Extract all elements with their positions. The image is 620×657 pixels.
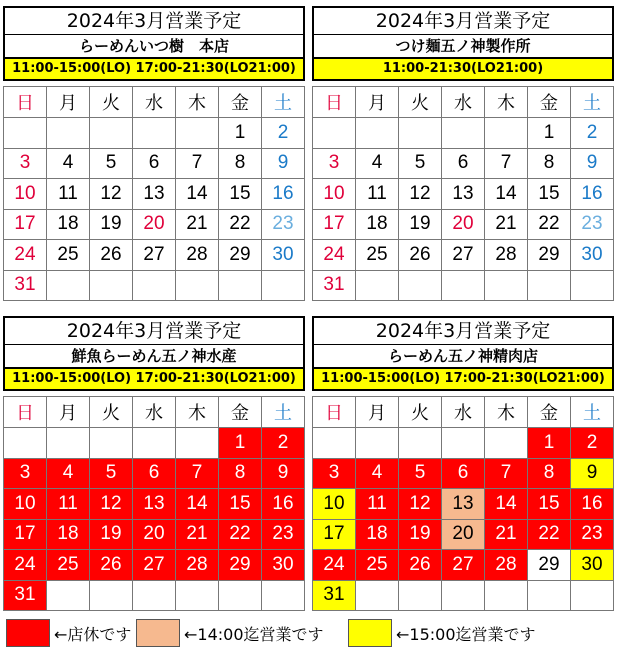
empty-cell [262, 270, 305, 301]
empty-cell [90, 428, 133, 459]
weekday-header-row [313, 397, 614, 428]
empty-cell [219, 270, 262, 301]
day-cell: 21 [485, 519, 528, 550]
day-cell: 19 [399, 519, 442, 550]
day-cell: 18 [47, 519, 90, 550]
day-cell: 10 [4, 489, 47, 520]
weekday-label: 火 [399, 87, 442, 118]
week-row [313, 240, 614, 271]
day-cell: 30 [571, 240, 614, 271]
day-cell: 21 [176, 519, 219, 550]
day-cell: 22 [219, 519, 262, 550]
day-cell: 25 [356, 240, 399, 271]
day-cell: 21 [176, 209, 219, 240]
weekday-label: 日 [4, 87, 47, 118]
day-cell: 10 [313, 489, 356, 520]
weekday-label: 月 [47, 397, 90, 428]
empty-cell [133, 580, 176, 611]
day-cell: 29 [528, 240, 571, 271]
week-row [4, 580, 305, 611]
day-cell: 4 [47, 148, 90, 179]
empty-cell [399, 580, 442, 611]
week-row [313, 148, 614, 179]
calendar-title: 2024年3月営業予定 [314, 318, 612, 345]
week-row [313, 550, 614, 581]
day-cell: 4 [356, 148, 399, 179]
weekday-label: 土 [262, 397, 305, 428]
week-row [4, 519, 305, 550]
day-cell: 11 [47, 179, 90, 210]
weekday-label: 木 [485, 397, 528, 428]
empty-cell [485, 118, 528, 149]
day-cell: 2 [571, 118, 614, 149]
day-cell: 4 [356, 458, 399, 489]
weekday-label: 月 [356, 397, 399, 428]
legend-swatch-closed [6, 619, 50, 647]
weekday-label: 木 [485, 87, 528, 118]
weekday-label: 金 [528, 87, 571, 118]
day-cell: 26 [399, 550, 442, 581]
day-cell: 29 [219, 550, 262, 581]
week-row [313, 209, 614, 240]
day-cell: 6 [133, 458, 176, 489]
day-cell: 16 [571, 179, 614, 210]
day-cell: 22 [528, 519, 571, 550]
legend-until14 [136, 618, 324, 648]
legend-label: ←店休です [54, 624, 132, 644]
day-cell: 11 [356, 179, 399, 210]
day-cell: 3 [313, 458, 356, 489]
legend-swatch-until15 [348, 619, 392, 647]
day-cell: 12 [90, 179, 133, 210]
day-cell: 17 [4, 209, 47, 240]
day-cell: 26 [90, 550, 133, 581]
empty-cell [90, 270, 133, 301]
day-cell: 8 [528, 458, 571, 489]
week-row [313, 270, 614, 301]
weekday-label: 日 [313, 87, 356, 118]
weekday-label: 日 [4, 397, 47, 428]
week-row [4, 489, 305, 520]
week-row [4, 270, 305, 301]
empty-cell [571, 580, 614, 611]
day-cell: 24 [4, 550, 47, 581]
business-hours: 11:00-15:00(LO) 17:00-21:30(LO21:00) [5, 369, 303, 389]
calendar-title: 2024年3月営業予定 [5, 318, 303, 345]
day-cell: 15 [528, 489, 571, 520]
weekday-label: 木 [176, 397, 219, 428]
day-cell: 20 [442, 519, 485, 550]
empty-cell [399, 270, 442, 301]
empty-cell [528, 580, 571, 611]
weekday-label: 土 [571, 87, 614, 118]
day-cell: 12 [399, 489, 442, 520]
week-row [313, 458, 614, 489]
weekday-label: 金 [219, 397, 262, 428]
weekday-label: 水 [442, 87, 485, 118]
calendar-header [312, 6, 614, 81]
month-grid [312, 396, 614, 611]
weekday-label: 水 [442, 397, 485, 428]
week-row [313, 179, 614, 210]
week-row [313, 580, 614, 611]
week-row [313, 519, 614, 550]
day-cell: 2 [262, 428, 305, 459]
day-cell: 6 [442, 458, 485, 489]
week-row [4, 118, 305, 149]
day-cell: 6 [133, 148, 176, 179]
day-cell: 3 [4, 458, 47, 489]
day-cell: 2 [262, 118, 305, 149]
day-cell: 22 [528, 209, 571, 240]
day-cell: 24 [313, 550, 356, 581]
empty-cell [133, 428, 176, 459]
day-cell: 27 [442, 550, 485, 581]
day-cell: 14 [176, 489, 219, 520]
weekday-label: 火 [399, 397, 442, 428]
day-cell: 21 [485, 209, 528, 240]
day-cell: 19 [90, 209, 133, 240]
day-cell: 30 [262, 240, 305, 271]
day-cell: 4 [47, 458, 90, 489]
weekday-label: 日 [313, 397, 356, 428]
shop-name: らーめんいつ樹 本店 [5, 35, 303, 59]
day-cell: 13 [133, 179, 176, 210]
day-cell: 18 [47, 209, 90, 240]
day-cell: 9 [571, 458, 614, 489]
weekday-label: 土 [571, 397, 614, 428]
day-cell: 8 [528, 148, 571, 179]
day-cell: 28 [485, 240, 528, 271]
day-cell: 29 [219, 240, 262, 271]
empty-cell [219, 580, 262, 611]
day-cell: 2 [571, 428, 614, 459]
empty-cell [399, 118, 442, 149]
day-cell: 15 [219, 489, 262, 520]
day-cell: 23 [262, 209, 305, 240]
empty-cell [528, 270, 571, 301]
empty-cell [133, 270, 176, 301]
empty-cell [47, 428, 90, 459]
weekday-label: 火 [90, 87, 133, 118]
day-cell: 31 [313, 580, 356, 611]
shop-name: らーめん五ノ神精肉店 [314, 345, 612, 369]
empty-cell [47, 270, 90, 301]
day-cell: 20 [442, 209, 485, 240]
month-grid [312, 86, 614, 301]
day-cell: 5 [90, 458, 133, 489]
day-cell: 16 [571, 489, 614, 520]
week-row [4, 550, 305, 581]
day-cell: 5 [399, 148, 442, 179]
day-cell: 14 [485, 489, 528, 520]
day-cell: 29 [528, 550, 571, 581]
day-cell: 7 [485, 458, 528, 489]
empty-cell [485, 428, 528, 459]
calendar-suisan [3, 316, 305, 606]
day-cell: 20 [133, 519, 176, 550]
day-cell: 1 [528, 428, 571, 459]
empty-cell [47, 118, 90, 149]
day-cell: 6 [442, 148, 485, 179]
empty-cell [176, 428, 219, 459]
day-cell: 12 [399, 179, 442, 210]
day-cell: 26 [90, 240, 133, 271]
day-cell: 20 [133, 209, 176, 240]
day-cell: 15 [219, 179, 262, 210]
day-cell: 8 [219, 148, 262, 179]
empty-cell [485, 270, 528, 301]
day-cell: 16 [262, 489, 305, 520]
shop-name: つけ麺五ノ神製作所 [314, 35, 612, 59]
empty-cell [47, 580, 90, 611]
week-row [4, 428, 305, 459]
day-cell: 17 [4, 519, 47, 550]
empty-cell [313, 428, 356, 459]
empty-cell [133, 118, 176, 149]
empty-cell [262, 580, 305, 611]
calendar-seisakusho [312, 6, 614, 296]
week-row [4, 179, 305, 210]
weekday-label: 木 [176, 87, 219, 118]
day-cell: 13 [442, 489, 485, 520]
empty-cell [176, 270, 219, 301]
day-cell: 1 [219, 428, 262, 459]
empty-cell [4, 428, 47, 459]
weekday-header-row [4, 87, 305, 118]
weekday-label: 月 [356, 87, 399, 118]
day-cell: 31 [4, 580, 47, 611]
empty-cell [356, 580, 399, 611]
day-cell: 25 [47, 240, 90, 271]
day-cell: 22 [219, 209, 262, 240]
calendar-title: 2024年3月営業予定 [314, 8, 612, 35]
shop-name: 鮮魚らーめん五ノ神水産 [5, 345, 303, 369]
empty-cell [313, 118, 356, 149]
day-cell: 5 [399, 458, 442, 489]
day-cell: 28 [176, 240, 219, 271]
empty-cell [90, 118, 133, 149]
calendar-seinikuten [312, 316, 614, 606]
day-cell: 16 [262, 179, 305, 210]
legend-closed [6, 618, 131, 648]
calendar-honten [3, 6, 305, 296]
day-cell: 9 [571, 148, 614, 179]
day-cell: 11 [47, 489, 90, 520]
day-cell: 13 [442, 179, 485, 210]
week-row [4, 458, 305, 489]
legend-label: ←14:00迄営業です [184, 624, 324, 644]
day-cell: 1 [528, 118, 571, 149]
weekday-label: 水 [133, 87, 176, 118]
day-cell: 10 [313, 179, 356, 210]
weekday-label: 月 [47, 87, 90, 118]
empty-cell [442, 428, 485, 459]
day-cell: 9 [262, 458, 305, 489]
weekday-label: 金 [528, 397, 571, 428]
day-cell: 9 [262, 148, 305, 179]
day-cell: 24 [313, 240, 356, 271]
day-cell: 17 [313, 519, 356, 550]
day-cell: 10 [4, 179, 47, 210]
week-row [313, 489, 614, 520]
business-hours: 11:00-21:30(LO21:00) [314, 59, 612, 79]
day-cell: 14 [176, 179, 219, 210]
day-cell: 28 [485, 550, 528, 581]
calendar-header [3, 316, 305, 391]
day-cell: 8 [219, 458, 262, 489]
day-cell: 19 [90, 519, 133, 550]
calendar-title: 2024年3月営業予定 [5, 8, 303, 35]
empty-cell [442, 580, 485, 611]
day-cell: 23 [262, 519, 305, 550]
weekday-label: 水 [133, 397, 176, 428]
empty-cell [356, 118, 399, 149]
week-row [4, 209, 305, 240]
weekday-header-row [4, 397, 305, 428]
empty-cell [485, 580, 528, 611]
business-hours: 11:00-15:00(LO) 17:00-21:30(LO21:00) [5, 59, 303, 79]
empty-cell [176, 118, 219, 149]
weekday-label: 火 [90, 397, 133, 428]
day-cell: 27 [133, 240, 176, 271]
month-grid [3, 396, 305, 611]
legend-swatch-until14 [136, 619, 180, 647]
day-cell: 15 [528, 179, 571, 210]
day-cell: 13 [133, 489, 176, 520]
day-cell: 30 [262, 550, 305, 581]
legend-until15 [348, 618, 536, 648]
week-row [313, 428, 614, 459]
empty-cell [356, 270, 399, 301]
day-cell: 3 [4, 148, 47, 179]
day-cell: 30 [571, 550, 614, 581]
day-cell: 17 [313, 209, 356, 240]
day-cell: 18 [356, 209, 399, 240]
empty-cell [90, 580, 133, 611]
business-hours: 11:00-15:00(LO) 17:00-21:30(LO21:00) [314, 369, 612, 389]
day-cell: 1 [219, 118, 262, 149]
day-cell: 11 [356, 489, 399, 520]
calendar-header [3, 6, 305, 81]
day-cell: 19 [399, 209, 442, 240]
day-cell: 7 [176, 458, 219, 489]
day-cell: 7 [176, 148, 219, 179]
day-cell: 7 [485, 148, 528, 179]
week-row [313, 118, 614, 149]
day-cell: 5 [90, 148, 133, 179]
day-cell: 28 [176, 550, 219, 581]
calendar-header [312, 316, 614, 391]
day-cell: 31 [4, 270, 47, 301]
day-cell: 14 [485, 179, 528, 210]
day-cell: 27 [442, 240, 485, 271]
day-cell: 12 [90, 489, 133, 520]
day-cell: 23 [571, 209, 614, 240]
week-row [4, 240, 305, 271]
day-cell: 24 [4, 240, 47, 271]
empty-cell [4, 118, 47, 149]
empty-cell [442, 270, 485, 301]
empty-cell [399, 428, 442, 459]
empty-cell [571, 270, 614, 301]
weekday-header-row [313, 87, 614, 118]
day-cell: 25 [356, 550, 399, 581]
month-grid [3, 86, 305, 301]
empty-cell [442, 118, 485, 149]
weekday-label: 土 [262, 87, 305, 118]
day-cell: 3 [313, 148, 356, 179]
weekday-label: 金 [219, 87, 262, 118]
week-row [4, 148, 305, 179]
legend-label: ←15:00迄営業です [396, 624, 536, 644]
day-cell: 27 [133, 550, 176, 581]
day-cell: 23 [571, 519, 614, 550]
empty-cell [356, 428, 399, 459]
day-cell: 25 [47, 550, 90, 581]
day-cell: 18 [356, 519, 399, 550]
day-cell: 26 [399, 240, 442, 271]
empty-cell [176, 580, 219, 611]
day-cell: 31 [313, 270, 356, 301]
